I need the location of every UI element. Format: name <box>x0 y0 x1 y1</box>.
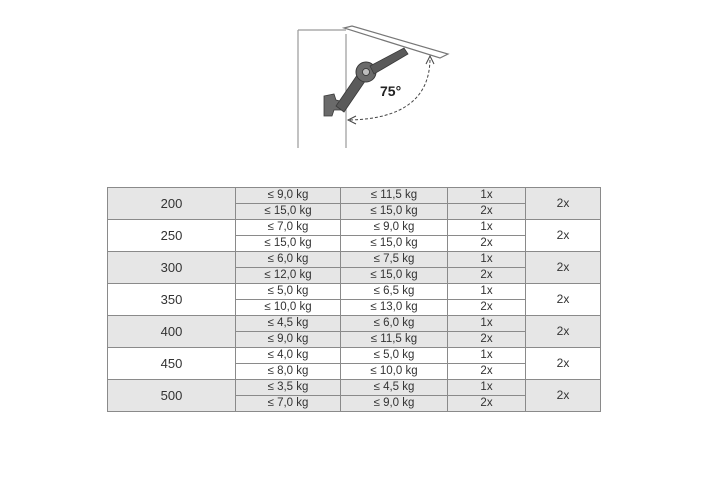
qty-upper-cell: 1x <box>448 188 526 204</box>
load-1-lower-cell: ≤ 15,0 kg <box>236 204 341 220</box>
qty-upper-cell: 1x <box>448 284 526 300</box>
qty-upper-cell: 1x <box>448 380 526 396</box>
qty-total-cell: 2x <box>526 380 601 412</box>
qty-lower-cell: 2x <box>448 364 526 380</box>
qty-lower-cell: 2x <box>448 332 526 348</box>
size-cell: 250 <box>108 220 236 252</box>
load-2-lower-cell: ≤ 9,0 kg <box>341 396 448 412</box>
load-1-lower-cell: ≤ 7,0 kg <box>236 396 341 412</box>
size-cell: 450 <box>108 348 236 380</box>
qty-total-cell: 2x <box>526 252 601 284</box>
load-2-upper-cell: ≤ 9,0 kg <box>341 220 448 236</box>
pivot-screw <box>363 69 370 76</box>
load-1-upper-cell: ≤ 9,0 kg <box>236 188 341 204</box>
qty-total-cell: 2x <box>526 316 601 348</box>
table-row <box>108 252 601 268</box>
qty-lower-cell: 2x <box>448 396 526 412</box>
qty-lower-cell: 2x <box>448 236 526 252</box>
table-row <box>108 316 601 332</box>
table-row <box>108 188 601 204</box>
load-2-lower-cell: ≤ 13,0 kg <box>341 300 448 316</box>
qty-total-cell: 2x <box>526 284 601 316</box>
qty-upper-cell: 1x <box>448 252 526 268</box>
load-2-lower-cell: ≤ 15,0 kg <box>341 236 448 252</box>
load-1-upper-cell: ≤ 4,5 kg <box>236 316 341 332</box>
qty-total-cell: 2x <box>526 188 601 220</box>
lid-link <box>370 48 408 74</box>
qty-lower-cell: 2x <box>448 300 526 316</box>
spec-table-body <box>108 188 601 412</box>
load-1-lower-cell: ≤ 10,0 kg <box>236 300 341 316</box>
load-1-upper-cell: ≤ 7,0 kg <box>236 220 341 236</box>
load-1-upper-cell: ≤ 3,5 kg <box>236 380 341 396</box>
qty-total-cell: 2x <box>526 348 601 380</box>
load-2-lower-cell: ≤ 15,0 kg <box>341 204 448 220</box>
load-2-lower-cell: ≤ 11,5 kg <box>341 332 448 348</box>
size-cell: 300 <box>108 252 236 284</box>
qty-lower-cell: 2x <box>448 204 526 220</box>
load-1-lower-cell: ≤ 8,0 kg <box>236 364 341 380</box>
table-row <box>108 348 601 364</box>
table-row <box>108 284 601 300</box>
load-2-upper-cell: ≤ 4,5 kg <box>341 380 448 396</box>
load-1-lower-cell: ≤ 12,0 kg <box>236 268 341 284</box>
qty-upper-cell: 1x <box>448 348 526 364</box>
spec-table <box>107 187 601 412</box>
angle-label: 75° <box>380 83 402 99</box>
load-2-upper-cell: ≤ 6,5 kg <box>341 284 448 300</box>
qty-total-cell: 2x <box>526 220 601 252</box>
load-1-lower-cell: ≤ 9,0 kg <box>236 332 341 348</box>
load-2-upper-cell: ≤ 5,0 kg <box>341 348 448 364</box>
size-cell: 200 <box>108 188 236 220</box>
table-row <box>108 220 601 236</box>
load-2-upper-cell: ≤ 7,5 kg <box>341 252 448 268</box>
load-1-upper-cell: ≤ 6,0 kg <box>236 252 341 268</box>
load-1-lower-cell: ≤ 15,0 kg <box>236 236 341 252</box>
load-2-upper-cell: ≤ 6,0 kg <box>341 316 448 332</box>
size-cell: 400 <box>108 316 236 348</box>
table-row <box>108 380 601 396</box>
load-1-upper-cell: ≤ 5,0 kg <box>236 284 341 300</box>
load-2-upper-cell: ≤ 11,5 kg <box>341 188 448 204</box>
qty-lower-cell: 2x <box>448 268 526 284</box>
qty-upper-cell: 1x <box>448 220 526 236</box>
size-cell: 350 <box>108 284 236 316</box>
qty-upper-cell: 1x <box>448 316 526 332</box>
lift-mechanism-diagram <box>280 0 450 160</box>
load-2-lower-cell: ≤ 10,0 kg <box>341 364 448 380</box>
load-1-upper-cell: ≤ 4,0 kg <box>236 348 341 364</box>
load-2-lower-cell: ≤ 15,0 kg <box>341 268 448 284</box>
size-cell: 500 <box>108 380 236 412</box>
